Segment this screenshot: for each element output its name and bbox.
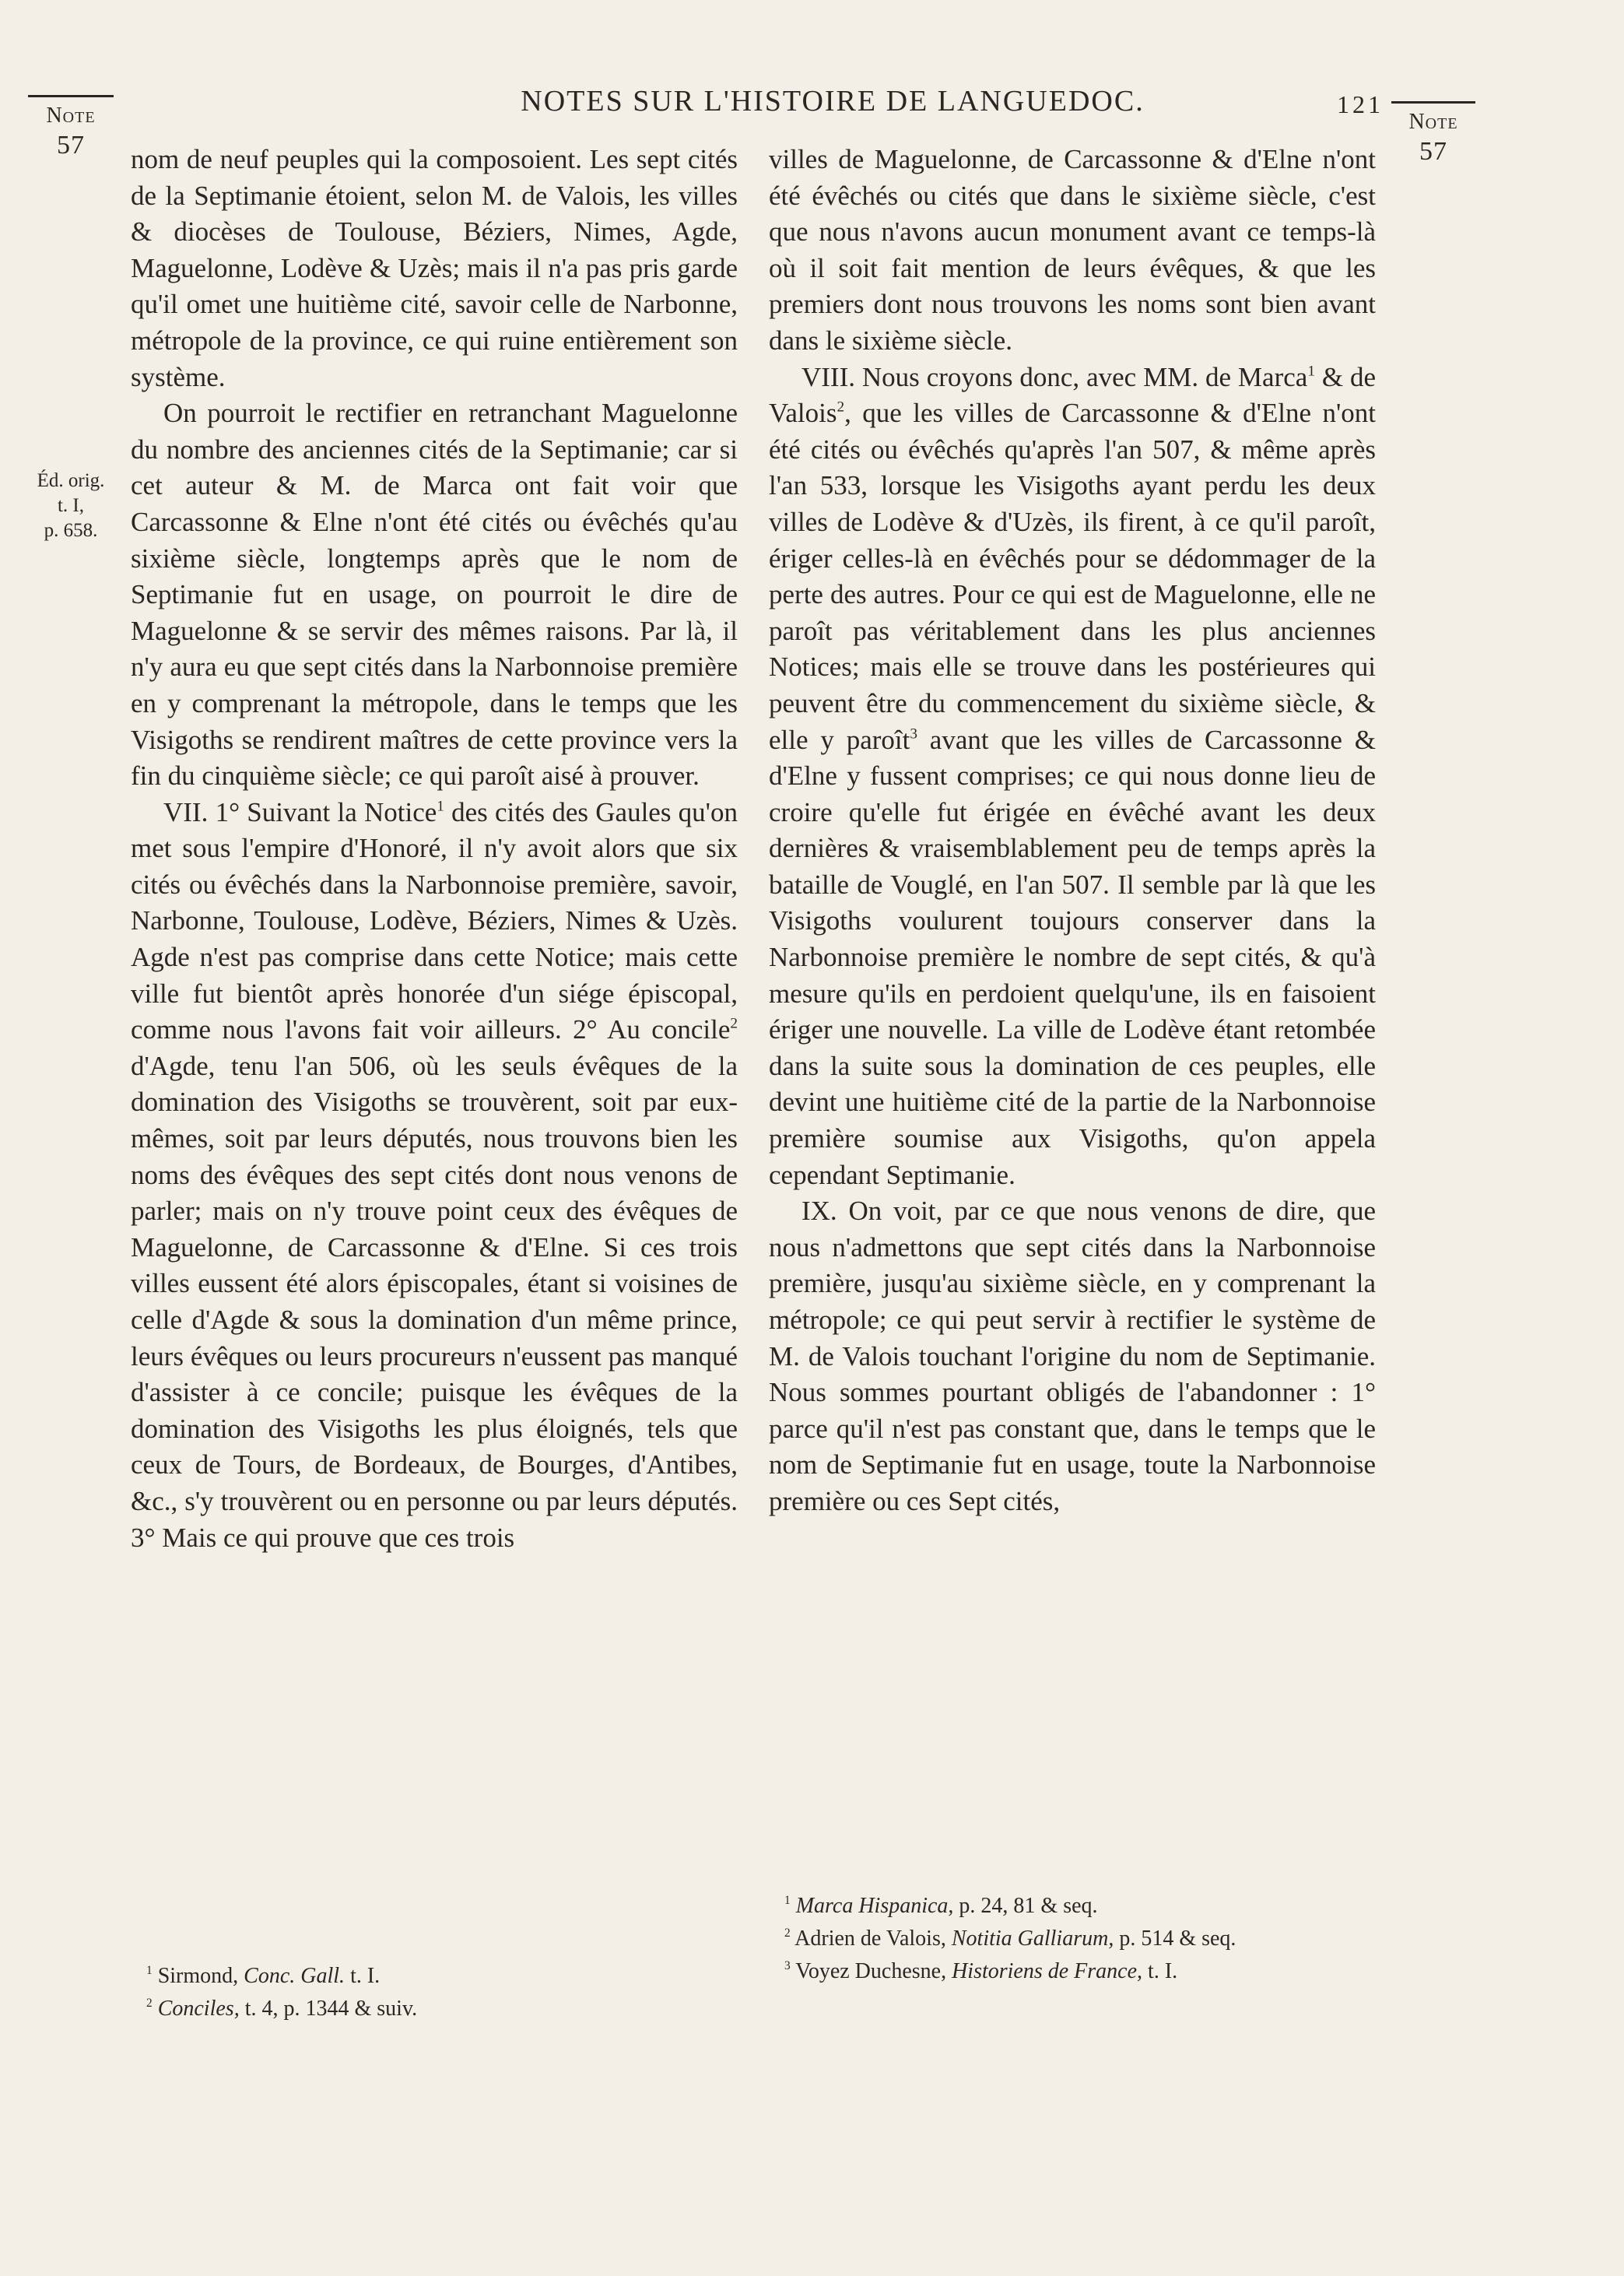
- paragraph-text: VIII. Nous croyons donc, avec MM. de Marca: [801, 361, 1308, 392]
- right-note-label: Note: [1408, 110, 1458, 134]
- footnote-text: p. 24, 81 & seq.: [953, 1894, 1098, 1918]
- running-title: NOTES SUR L'HISTOIRE DE LANGUEDOC.: [521, 85, 1145, 118]
- footnote-mark: 1: [146, 1964, 153, 1978]
- footnote: [131, 1960, 738, 1993]
- footnote-mark: 3: [784, 1959, 791, 1973]
- footnote-mark: 2: [784, 1927, 791, 1941]
- footnote-mark: 2: [146, 1997, 153, 2011]
- paragraph: [131, 395, 738, 795]
- paragraph: villes de Maguelonne, de Carcassonne & d'Elne n'ont été évêchés ou cités que dans le sixième siècle, c'est que nous n'avons aucun monument avant ce temps-là où il soit fait mention de leurs évêques, & que les premiers dont nous trouvons les noms sont bien avant dans le sixième siècle.: [769, 144, 1376, 356]
- right-text-column: [769, 142, 1376, 1520]
- footnote-text: Adrien de Valois,: [794, 1927, 952, 1951]
- paragraph-text: d'Agde, tenu l'an 506, où les seuls évêques de la domination des Visigoths se trouvèrent, soit par eux-mêmes, soit par leurs députés, nous trouvons bien les noms des évêques des sept cités dont nous venons de parler; mais on n'y trouve point ceux des évêques de Maguelonne, de Carcassonne & d'Elne. Si ces trois villes eussent été alors épiscopales, étant si voisines de celle d'Agde & sous la domination d'un même prince, leurs évêques ou leurs procureurs n'eussent pas manqué d'assister à ce concile; puisque les évêques de la domination des Visigoths les plus éloignés, tels que ceux de Tours, de Bordeaux, de Bourges, d'Antibes, &c., s'y trouvèrent ou en personne ou par leurs députés. 3° Mais ce qui prouve que ces trois: [131, 1050, 738, 1553]
- right-note-number: 57: [1419, 137, 1447, 166]
- footnote-text: t. I.: [1142, 1959, 1178, 1983]
- footnote-title: Conc. Gall.: [244, 1964, 345, 1988]
- footnote-text: Sirmond,: [157, 1964, 244, 1988]
- original-edition-reference: [20, 469, 121, 543]
- footnote-title: Notitia Galliarum,: [951, 1927, 1114, 1951]
- left-text-column: [131, 142, 738, 1556]
- footnote: [769, 1890, 1376, 1923]
- ed-orig-line: t. I,: [57, 495, 85, 516]
- footnote: [769, 1923, 1376, 1955]
- ed-orig-line: p. 658.: [44, 520, 98, 541]
- paragraph-text: & de Valois: [769, 361, 1376, 429]
- left-note-label: Note: [46, 104, 96, 128]
- right-footnotes: [769, 1890, 1376, 1988]
- footnote-text: Voyez Duchesne,: [795, 1959, 952, 1983]
- left-note-tag: [28, 101, 114, 160]
- footnote-title: Marca Hispanica,: [795, 1894, 954, 1918]
- left-note-number: 57: [57, 131, 85, 160]
- footnote-title: Historiens de France,: [952, 1959, 1143, 1983]
- paragraph-section-vii: [131, 795, 738, 1556]
- footnote-mark: 1: [784, 1894, 791, 1908]
- right-note-tag: [1391, 107, 1475, 167]
- paragraph-text: , que les villes de Carcassonne & d'Elne n'ont été cités ou évêchés qu'après l'an 507, & même après l'an 533, lorsque les Visigoths ayant perdu les deux villes de Lodève & d'Uzès, ils firent, à ce qu'il paroît, ériger celles-là en évêchés pour se dédommager de la perte des autres. Pour ce qui est de Maguelonne, elle ne paroît pas véritablement dans les plus anciennes Notices; mais elle se trouve dans les postérieures qui peuvent être du commencement du sixième siècle, & elle y paroît: [769, 398, 1376, 755]
- footnote-ref: 1: [437, 798, 444, 815]
- paragraph-section-ix: IX. On voit, par ce que nous venons de dire, que nous n'admettons que sept cités dans la Narbonnoise première, jusqu'au sixième siècle, en y comprenant la métropole; ce qui peut servir à rectifier le système de M. de Valois touchant l'origine du nom de Septimanie. Nous sommes pourtant obligés de l'abandonner : 1° parce qu'il n'est pas constant que, dans le temps que le nom de Septimanie fut en usage, toute la Narbonnoise première ou ces Sept cités,: [769, 1196, 1376, 1516]
- footnote-ref: 1: [1307, 363, 1315, 380]
- footnote-text: t. I.: [345, 1964, 381, 1988]
- footnote-text: p. 514 & seq.: [1114, 1927, 1236, 1951]
- left-margin-rule: [28, 95, 114, 97]
- paragraph: nom de neuf peuples qui la composoient. Les sept cités de la Septimanie étoient, selon M. de Valois, les villes & diocèses de Toulouse, Béziers, Nimes, Agde, Maguelonne, Lodève & Uzès; mais il n'a pas pris garde qu'il omet une huitième cité, savoir celle de Narbonne, métropole de la province, ce qui ruine entièrement son système.: [131, 144, 738, 392]
- footnote-text: t. 4, p. 1344 & suiv.: [239, 1997, 418, 2021]
- footnote-title: Conciles,: [157, 1997, 240, 2021]
- footnote-ref: 3: [910, 725, 917, 743]
- page-number: 121: [1337, 90, 1384, 118]
- footnote: [131, 1993, 738, 2025]
- paragraph-section-viii: [769, 360, 1376, 1194]
- footnote-ref: 2: [837, 399, 845, 416]
- paragraph-text: VII. 1° Suivant la Notice: [163, 796, 437, 827]
- left-footnotes: [131, 1960, 738, 2025]
- footnote-ref: 2: [730, 1015, 738, 1032]
- right-margin-rule: [1391, 101, 1475, 104]
- paragraph-text: On pourroit le rectifier en retranchant Maguelonne du nombre des anciennes cités de la Septimanie; car si cet auteur & M. de Marca ont fait voir que Carcassonne & Elne n'ont été cités ou évêchés qu'au sixième siècle, longtemps après que le nom de Septimanie fut en usage, on pourroit le dire de Maguelonne & se servir des mêmes raisons. Par là, il n'y aura eu que sept cités dans la Narbonnoise première en y comprenant la métropole, dans le temps que les Visigoths se rendirent maîtres de cette province vers la fin du cinquième siècle; ce qui paroît aisé à prouver.: [131, 398, 738, 792]
- paragraph-text: des cités des Gaules qu'on met sous l'empire d'Honoré, il n'y avoit alors que six cités ou évêchés dans la Narbonnoise première, savoir, Narbonne, Toulouse, Lodève, Béziers, Nimes & Uzès. Agde n'est pas comprise dans cette Notice; mais cette ville fut bientôt après honorée d'un siége épiscopal, comme nous l'avons fait voir ailleurs. 2° Au concile: [131, 796, 738, 1045]
- footnote: [769, 1955, 1376, 1988]
- ed-orig-line: Éd. orig.: [37, 470, 105, 491]
- paragraph-text: avant que les villes de Carcassonne & d'Elne y fussent comprises; ce qui nous donne lieu de croire qu'elle fut érigée en évêché avant les deux dernières & vraisemblablement peu de temps après la bataille de Vouglé, en l'an 507. Il semble par là que les Visigoths voulurent toujours conserver dans la Narbonnoise première le nombre de sept cités, & qu'à mesure qu'ils en perdoient quelqu'une, ils en faisoient ériger une nouvelle. La ville de Lodève étant retombée dans la suite sous la domination de ces peuples, elle devint une huitième cité de la partie de la Narbonnoise première soumise aux Visigoths, qu'on appela cependant Septimanie.: [769, 724, 1377, 1190]
